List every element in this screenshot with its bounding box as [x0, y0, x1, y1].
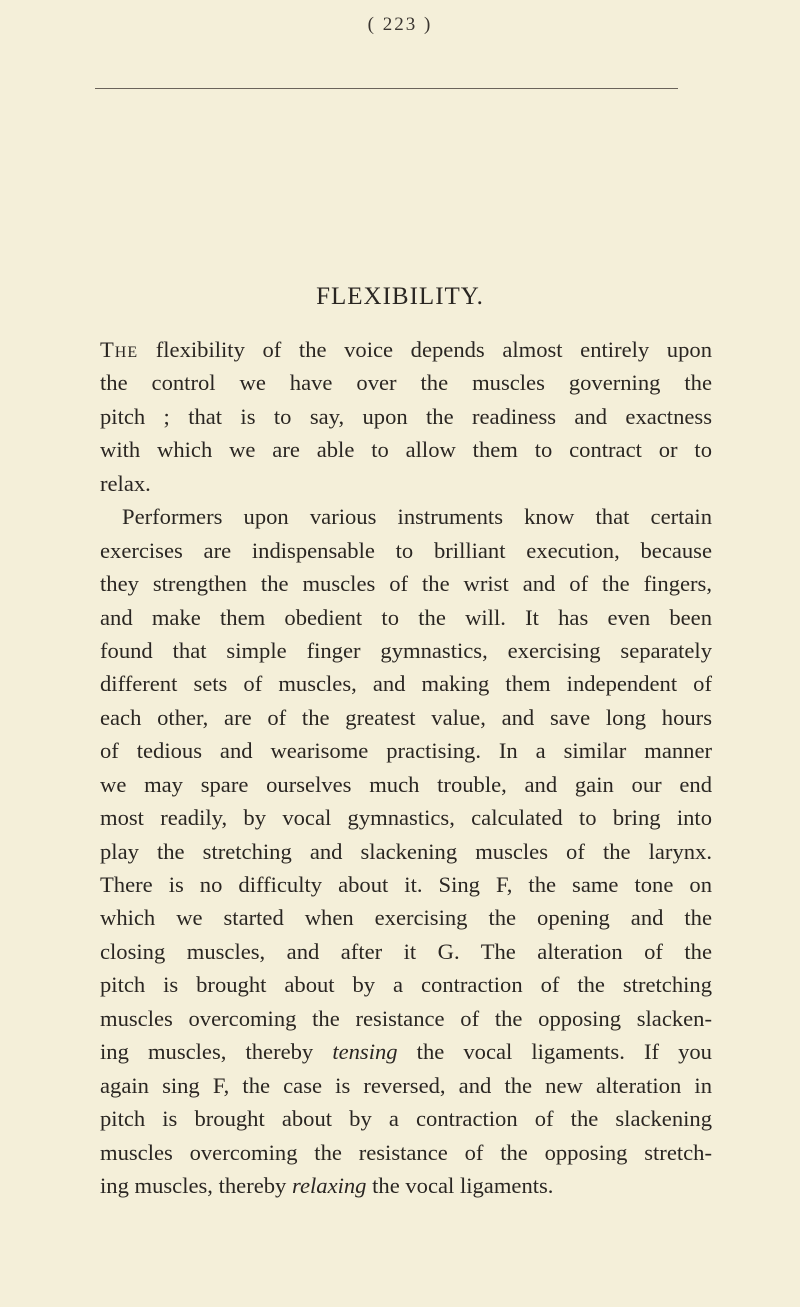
text-line: pitch is brought about by a contraction of the stretching — [100, 972, 712, 998]
text-line: each other, are of the greatest value, and save long hours — [100, 704, 712, 730]
text-line: we may spare ourselves much trouble, and gain our end — [100, 771, 712, 797]
text-line: There is no difficulty about it. Sing F, the same tone on — [100, 872, 712, 897]
text-line: different sets of muscles, and making them independent of — [100, 671, 712, 697]
text-line: The flexibility of the voice depends almost entirely upon — [100, 337, 712, 362]
text-line: with which we are able to allow them to contract or to — [100, 437, 712, 463]
text-line: play the stretching and slackening muscles of the larynx. — [100, 838, 712, 864]
header-rule — [95, 88, 678, 89]
text-line: they strengthen the muscles of the wrist and of the fingers, — [100, 571, 712, 597]
italic-word-relaxing: relaxing — [292, 1172, 367, 1198]
text-line: pitch ; that is to say, upon the readiness and exactness — [100, 403, 712, 429]
text-line: closing muscles, and after it G. The alteration of the — [100, 938, 712, 964]
text-line: and make them obedient to the will. It has even been — [100, 604, 712, 630]
text-line: which we started when exercising the opening and the — [100, 905, 712, 931]
text-line: muscles overcoming the resistance of the opposing stretch- — [100, 1139, 712, 1165]
text-line: relax. — [100, 470, 151, 496]
text-line: Performers upon various instruments know that certain — [122, 504, 712, 530]
text-line: pitch is brought about by a contraction of the slackening — [100, 1106, 712, 1132]
text-line: of tedious and wearisome practising. In a similar manner — [100, 738, 712, 764]
chapter-title: FLEXIBILITY. — [316, 283, 484, 310]
body-text — [100, 333, 712, 1202]
text-line: again sing F, the case is reversed, and the new alteration in — [100, 1072, 712, 1098]
text-line: the control we have over the muscles governing the — [100, 370, 712, 396]
lead-word: The — [100, 337, 139, 362]
page-number: ( 223 ) — [367, 14, 433, 35]
text-line: found that simple finger gymnastics, exercising separately — [100, 637, 712, 663]
italic-word-tensing: tensing — [332, 1039, 398, 1065]
text-line: most readily, by vocal gymnastics, calculated to bring into — [100, 805, 712, 831]
text-line: muscles overcoming the resistance of the opposing slacken- — [100, 1005, 712, 1031]
text-line: ing muscles, thereby tensing the vocal ligaments. If you — [100, 1039, 712, 1065]
text-line: ing muscles, thereby relaxing the vocal ligaments. — [100, 1172, 554, 1198]
text-line: exercises are indispensable to brilliant execution, because — [100, 537, 712, 563]
